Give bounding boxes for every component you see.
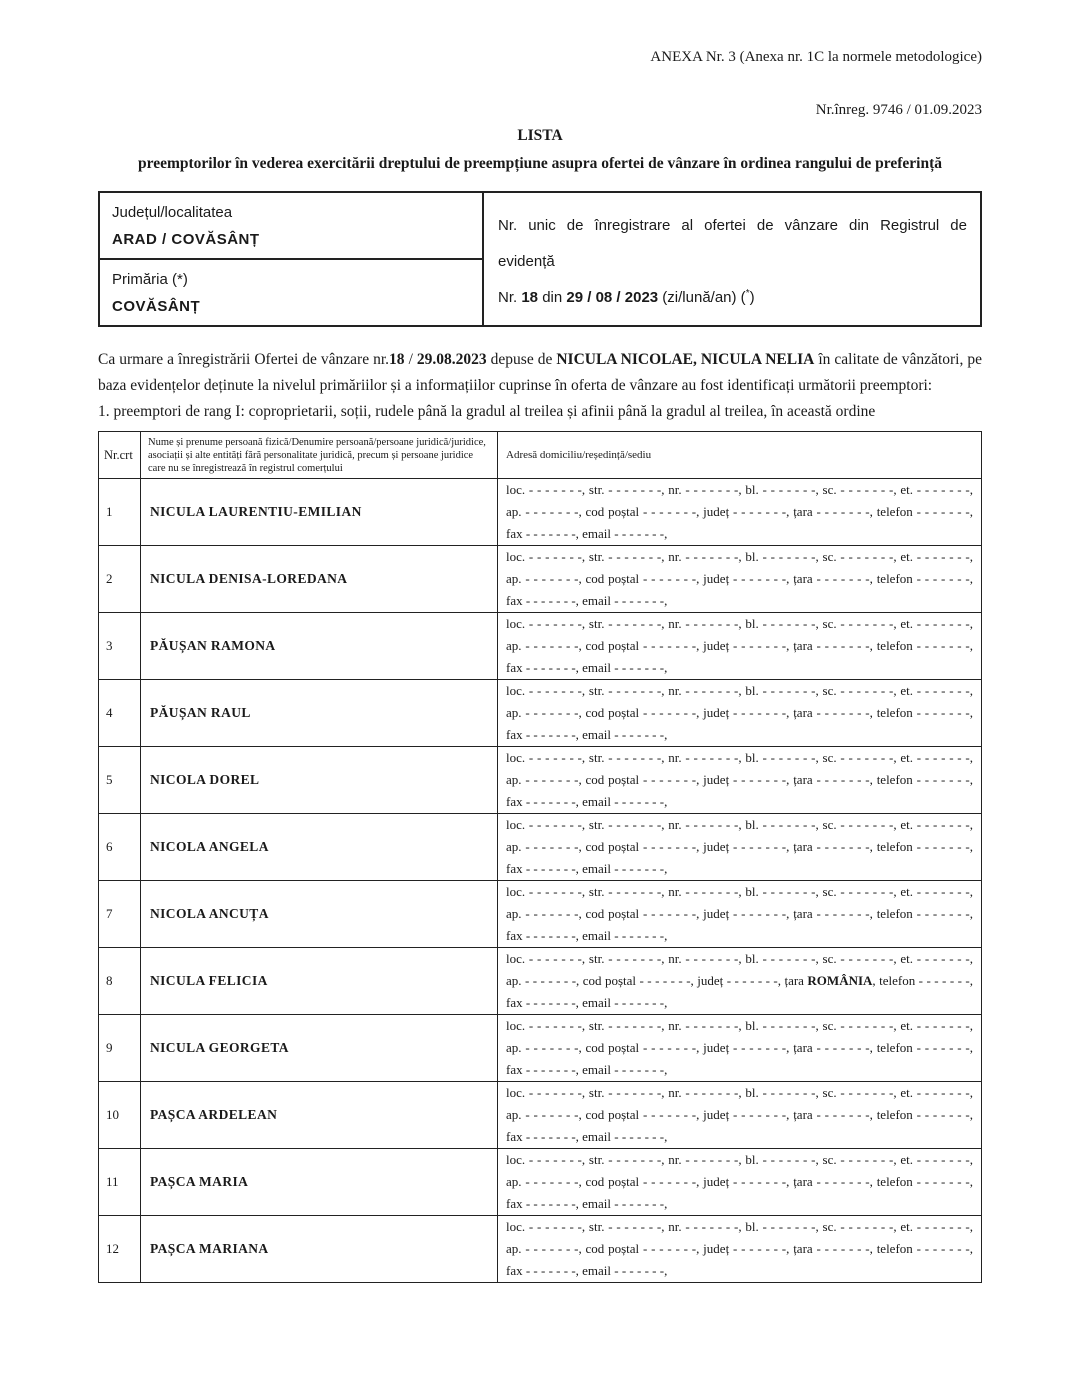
text-segment: loc. - - - - - - -, str. - - - - - - -, nr. - - - - - - -, bl. - - - - - - -, sc. - - - - - - -, et. - - - - - - -, xyxy=(506,616,973,631)
address-line xyxy=(506,769,973,791)
table-row xyxy=(99,1082,982,1149)
document-subtitle: preemptorilor în vederea exercitării dreptului de preempțiune asupra ofertei de vânzare în ordinea rangului de preferință xyxy=(137,155,943,172)
text-segment: loc. - - - - - - -, str. - - - - - - -, nr. - - - - - - -, bl. - - - - - - -, sc. - - - - - - -, et. - - - - - - -, xyxy=(506,951,973,966)
text-segment: loc. - - - - - - -, str. - - - - - - -, nr. - - - - - - -, bl. - - - - - - -, sc. - - - - - - -, et. - - - - - - -, xyxy=(506,1018,973,1033)
table-row xyxy=(99,680,982,747)
address-line xyxy=(506,1037,973,1059)
annex-heading: ANEXA Nr. 3 (Anexa nr. 1C la normele metodologice) xyxy=(650,49,982,65)
address-line xyxy=(506,1082,973,1104)
address-line xyxy=(506,1104,973,1126)
text-segment: ) xyxy=(749,289,755,306)
registration-number-line: Nr.înreg. 9746 / 01.09.2023 xyxy=(815,102,982,118)
preemptors-table xyxy=(98,431,982,1283)
bold-text-segment: NICULA NICOLAE, NICULA NELIA xyxy=(556,351,815,368)
address-line xyxy=(506,948,973,970)
address-cell xyxy=(498,747,982,814)
header-name: Nume și prenume persoană fizică/Denumire persoană/persoane juridică/juridice, asociații și alte entități fără personalitate juridică, precum și persoane juridice care nu se înregistrează în registrul comerțului xyxy=(141,432,498,479)
text-segment: fax - - - - - - -, email - - - - - - -, xyxy=(506,1129,668,1144)
reg-number-line xyxy=(498,280,967,316)
address-line xyxy=(506,590,973,612)
text-segment: * xyxy=(745,288,750,299)
address-line xyxy=(506,836,973,858)
address-line xyxy=(506,1126,973,1148)
cityhall-label: Primăria (*) xyxy=(112,271,188,288)
address-line xyxy=(506,479,973,501)
table-row xyxy=(99,1216,982,1283)
address-line xyxy=(506,791,973,813)
cityhall-cell xyxy=(99,259,483,326)
row-number-cell: 2 xyxy=(99,546,141,613)
bold-text-segment: 29.08.2023 xyxy=(416,351,487,368)
row-number-cell: 6 xyxy=(99,814,141,881)
text-segment: ap. - - - - - - -, cod poștal - - - - - - -, județ - - - - - - -, țara - - - - - - -, telefon - - - - - - -, xyxy=(506,1107,973,1122)
table-row xyxy=(99,1149,982,1216)
text-segment: loc. - - - - - - -, str. - - - - - - -, nr. - - - - - - -, bl. - - - - - - -, sc. - - - - - - -, et. - - - - - - -, xyxy=(506,750,973,765)
preemptor-name-cell: PĂUȘAN RAUL xyxy=(141,680,498,747)
table-row xyxy=(99,479,982,546)
address-line xyxy=(506,546,973,568)
text-segment: ap. - - - - - - -, cod poștal - - - - - - -, județ - - - - - - -, țara - - - - - - -, telefon - - - - - - -, xyxy=(506,1040,973,1055)
text-segment: / xyxy=(404,351,417,368)
county-label: Județul/localitatea xyxy=(112,204,233,221)
text-segment: ap. - - - - - - -, cod poștal - - - - - - -, județ - - - - - - -, țara - - - - - - -, telefon - - - - - - -, xyxy=(506,906,973,921)
text-segment: fax - - - - - - -, email - - - - - - -, xyxy=(506,861,668,876)
address-line xyxy=(506,925,973,947)
text-segment: fax - - - - - - -, email - - - - - - -, xyxy=(506,1062,668,1077)
bold-text-segment: COVĂSÂNȚ xyxy=(171,231,260,248)
text-segment: fax - - - - - - -, email - - - - - - -, xyxy=(506,995,668,1010)
text-segment: fax - - - - - - -, email - - - - - - -, xyxy=(506,727,668,742)
address-line xyxy=(506,992,973,1014)
row-number-cell: 7 xyxy=(99,881,141,948)
row-number-cell: 5 xyxy=(99,747,141,814)
table-row xyxy=(99,814,982,881)
bold-text-segment: ARAD xyxy=(112,231,158,248)
preemptor-name-cell: PĂUȘAN RAMONA xyxy=(141,613,498,680)
text-segment: fax - - - - - - -, email - - - - - - -, xyxy=(506,1263,668,1278)
text-segment: fax - - - - - - -, email - - - - - - -, xyxy=(506,794,668,809)
row-number-cell: 12 xyxy=(99,1216,141,1283)
text-segment: fax - - - - - - -, email - - - - - - -, xyxy=(506,928,668,943)
text-segment: ap. - - - - - - -, cod poștal - - - - - - -, județ - - - - - - -, țara - - - - - - -, telefon - - - - - - -, xyxy=(506,571,973,586)
address-line xyxy=(506,1238,973,1260)
address-line xyxy=(506,680,973,702)
bold-text-segment: 29 / 08 / 2023 xyxy=(566,289,659,306)
address-line xyxy=(506,858,973,880)
registration-info-box xyxy=(98,191,982,327)
table-row xyxy=(99,747,982,814)
preemptor-name-cell: NICOLA ANGELA xyxy=(141,814,498,881)
text-segment: ap. - - - - - - -, cod poștal - - - - - - -, județ - - - - - - -, țara - - - - - - -, telefon - - - - - - -, xyxy=(506,772,973,787)
text-segment: depuse de xyxy=(486,351,557,368)
preemptor-name-cell: NICOLA DOREL xyxy=(141,747,498,814)
table-header-row xyxy=(99,432,982,479)
text-segment: Nr. xyxy=(498,289,522,306)
text-segment: fax - - - - - - -, email - - - - - - -, xyxy=(506,1196,668,1211)
text-segment: fax - - - - - - -, email - - - - - - -, xyxy=(506,593,668,608)
address-cell xyxy=(498,1216,982,1283)
text-segment: loc. - - - - - - -, str. - - - - - - -, nr. - - - - - - -, bl. - - - - - - -, sc. - - - - - - -, et. - - - - - - -, xyxy=(506,683,973,698)
address-cell xyxy=(498,680,982,747)
preemptor-name-cell: PAȘCA ARDELEAN xyxy=(141,1082,498,1149)
preemptor-name-cell: NICULA LAURENTIU-EMILIAN xyxy=(141,479,498,546)
text-segment: loc. - - - - - - -, str. - - - - - - -, nr. - - - - - - -, bl. - - - - - - -, sc. - - - - - - -, et. - - - - - - -, xyxy=(506,817,973,832)
bold-text-segment: 18 xyxy=(521,289,539,306)
document-page xyxy=(98,0,982,1283)
address-cell xyxy=(498,613,982,680)
address-line xyxy=(506,724,973,746)
text-segment: / xyxy=(157,231,172,248)
address-cell xyxy=(498,479,982,546)
preemptor-name-cell: NICULA FELICIA xyxy=(141,948,498,1015)
document-title: LISTA xyxy=(517,127,563,144)
header-address: Adresă domiciliu/reședință/sediu xyxy=(498,432,982,479)
preemptor-name-cell: NICOLA ANCUȚA xyxy=(141,881,498,948)
rank-one-line: 1. preemptori de rang I: coproprietarii, soții, rudele până la gradul al treilea și afinii până la gradul al treilea, în această ordine xyxy=(98,403,876,420)
address-line xyxy=(506,903,973,925)
table-row xyxy=(99,613,982,680)
address-line xyxy=(506,881,973,903)
row-number-cell: 11 xyxy=(99,1149,141,1216)
bold-text-segment: ROMÂNIA xyxy=(807,973,873,988)
text-segment: loc. - - - - - - -, str. - - - - - - -, nr. - - - - - - -, bl. - - - - - - -, sc. - - - - - - -, et. - - - - - - -, xyxy=(506,884,973,899)
text-segment: loc. - - - - - - -, str. - - - - - - -, nr. - - - - - - -, bl. - - - - - - -, sc. - - - - - - -, et. - - - - - - -, xyxy=(506,1085,973,1100)
address-line xyxy=(506,1216,973,1238)
preemptor-name-cell: NICULA GEORGETA xyxy=(141,1015,498,1082)
address-cell xyxy=(498,814,982,881)
address-cell xyxy=(498,1149,982,1216)
text-segment: Ca urmare a înregistrării Ofertei de vânzare nr. xyxy=(98,351,390,368)
address-line xyxy=(506,501,973,523)
unique-reg-text-line1: Nr. unic de înregistrare al ofertei de vânzare din Registrul de xyxy=(498,217,967,234)
address-line xyxy=(506,1059,973,1081)
text-segment: ap. - - - - - - -, cod poștal - - - - - - -, județ - - - - - - -, țara - - - - - - -, telefon - - - - - - -, xyxy=(506,638,973,653)
address-line xyxy=(506,1193,973,1215)
row-number-cell: 1 xyxy=(99,479,141,546)
row-number-cell: 4 xyxy=(99,680,141,747)
preemptor-name-cell: PAȘCA MARIA xyxy=(141,1149,498,1216)
row-number-cell: 10 xyxy=(99,1082,141,1149)
table-row xyxy=(99,948,982,1015)
county-value xyxy=(112,229,470,251)
address-line xyxy=(506,702,973,724)
address-cell xyxy=(498,546,982,613)
bold-text-segment: 18 xyxy=(389,351,405,368)
text-segment: loc. - - - - - - -, str. - - - - - - -, nr. - - - - - - -, bl. - - - - - - -, sc. - - - - - - -, et. - - - - - - -, xyxy=(506,549,973,564)
table-row xyxy=(99,1015,982,1082)
text-segment: ap. - - - - - - -, cod poștal - - - - - - -, județ - - - - - - -, țara - - - - - - -, telefon - - - - - - -, xyxy=(506,705,973,720)
row-number-cell: 8 xyxy=(99,948,141,1015)
text-segment: , telefon - - - - - - -, xyxy=(872,973,973,988)
address-line xyxy=(506,814,973,836)
unique-reg-text-line2: evidență xyxy=(498,253,555,270)
text-segment: fax - - - - - - -, email - - - - - - -, xyxy=(506,660,668,675)
text-segment: (zi/lună/an) ( xyxy=(658,289,746,306)
text-segment: ap. - - - - - - -, cod poștal - - - - - - -, județ - - - - - - -, țara - - - - - - -, telefon - - - - - - -, xyxy=(506,1174,973,1189)
text-segment: loc. - - - - - - -, str. - - - - - - -, nr. - - - - - - -, bl. - - - - - - -, sc. - - - - - - -, et. - - - - - - -, xyxy=(506,1219,973,1234)
address-cell xyxy=(498,1015,982,1082)
header-nr-crt: Nr.crt xyxy=(99,432,141,479)
preemptor-name-cell: NICULA DENISA-LOREDANA xyxy=(141,546,498,613)
table-row xyxy=(99,546,982,613)
county-cell xyxy=(99,192,483,259)
text-segment: ap. - - - - - - -, cod poștal - - - - - - -, județ - - - - - - -, țara xyxy=(506,973,808,988)
address-line xyxy=(506,523,973,545)
text-segment: în calitate de vânzători, pe baza evidențelor deținute la nivelul primăriilor și a informațiilor cuprinse în oferta de vânzare au fost identificați următorii preemptori: xyxy=(98,351,982,394)
address-cell xyxy=(498,1082,982,1149)
row-number-cell: 3 xyxy=(99,613,141,680)
preemptor-name-cell: PAȘCA MARIANA xyxy=(141,1216,498,1283)
address-line xyxy=(506,1260,973,1282)
unique-registration-cell xyxy=(483,192,981,326)
address-line xyxy=(506,970,973,992)
address-line xyxy=(506,613,973,635)
address-cell xyxy=(498,948,982,1015)
address-line xyxy=(506,747,973,769)
table-row xyxy=(99,881,982,948)
address-line xyxy=(506,1149,973,1171)
text-segment: ap. - - - - - - -, cod poștal - - - - - - -, județ - - - - - - -, țara - - - - - - -, telefon - - - - - - -, xyxy=(506,504,973,519)
address-line xyxy=(506,635,973,657)
address-cell xyxy=(498,881,982,948)
address-line xyxy=(506,568,973,590)
intro-paragraph xyxy=(98,347,982,399)
address-line xyxy=(506,657,973,679)
text-segment: ap. - - - - - - -, cod poștal - - - - - - -, județ - - - - - - -, țara - - - - - - -, telefon - - - - - - -, xyxy=(506,1241,973,1256)
text-segment: loc. - - - - - - -, str. - - - - - - -, nr. - - - - - - -, bl. - - - - - - -, sc. - - - - - - -, et. - - - - - - -, xyxy=(506,482,973,497)
text-segment: din xyxy=(538,289,567,306)
text-segment: ap. - - - - - - -, cod poștal - - - - - - -, județ - - - - - - -, țara - - - - - - -, telefon - - - - - - -, xyxy=(506,839,973,854)
text-segment: fax - - - - - - -, email - - - - - - -, xyxy=(506,526,668,541)
address-line xyxy=(506,1171,973,1193)
address-line xyxy=(506,1015,973,1037)
row-number-cell: 9 xyxy=(99,1015,141,1082)
text-segment: loc. - - - - - - -, str. - - - - - - -, nr. - - - - - - -, bl. - - - - - - -, sc. - - - - - - -, et. - - - - - - -, xyxy=(506,1152,973,1167)
cityhall-value: COVĂSÂNȚ xyxy=(112,298,201,315)
